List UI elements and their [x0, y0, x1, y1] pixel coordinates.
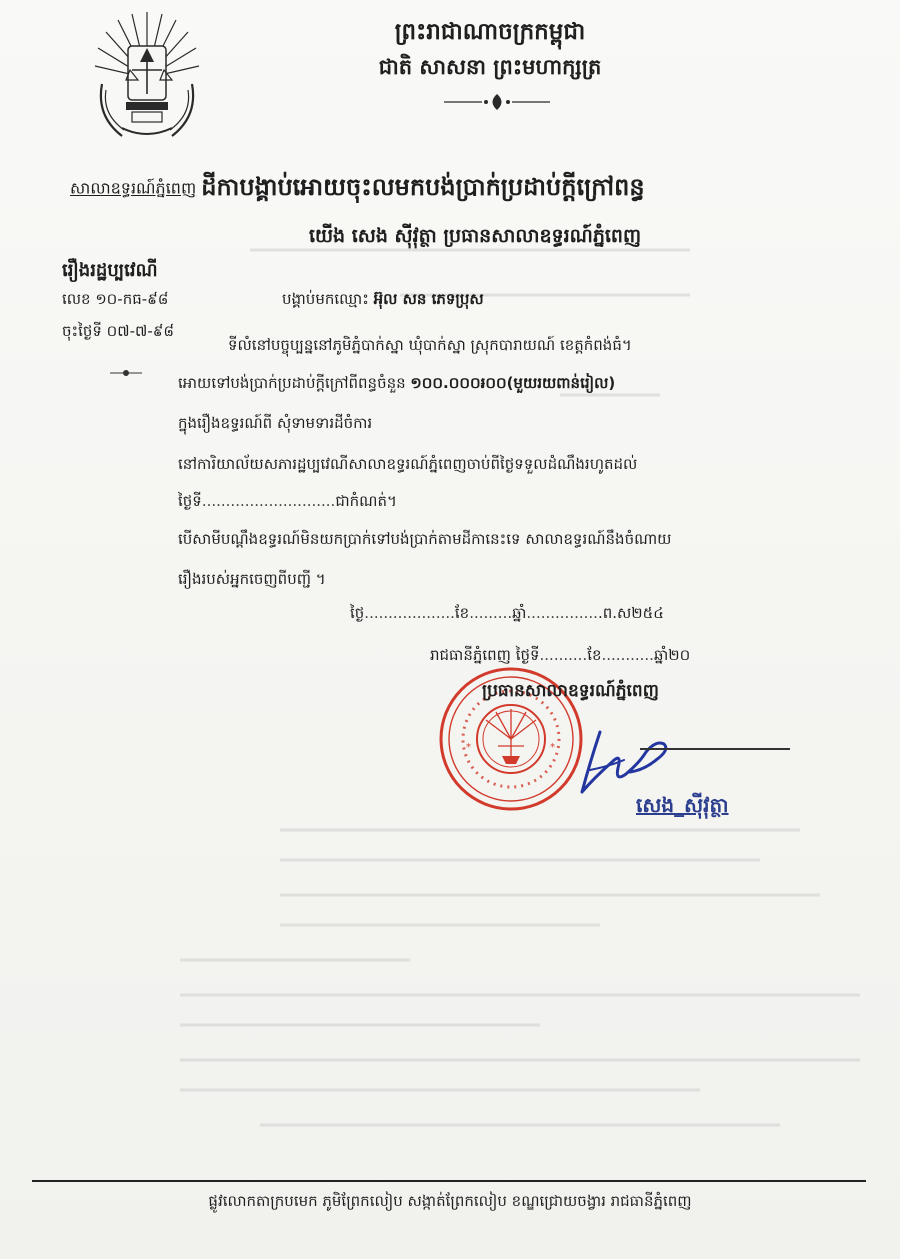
- signature-stroke-line: [640, 748, 790, 750]
- national-motto: ជាតិ សាសនា ព្រះមហាក្សត្រ: [378, 55, 602, 79]
- case-subject-line: ក្នុងរឿងឧទ្ធរណ៍ពី សុំទាមទារដីចំការ: [178, 414, 373, 432]
- deadline-suffix: ជាកំណត់។: [335, 492, 397, 510]
- warning-line-1: បើសាមីបណ្តឹងឧទ្ធរណ៍មិនយកប្រាក់ទៅបង់ប្រាក់តាមដីកានេះទេ សាលាឧទ្ធរណ៍នឹងចំណាយ: [178, 530, 672, 548]
- deadline-dots: ............................: [201, 492, 336, 510]
- ornament-divider-icon: [442, 92, 552, 112]
- month-label: ខែ: [587, 646, 602, 664]
- pp-dots-1: ..........: [539, 646, 588, 664]
- year-label: ឆ្នាំ២០: [653, 646, 691, 664]
- recipient-address: ទីលំនៅបច្ចុប្បន្ននៅភូមិភ្នំបាក់ស្នា ឃុំបាក់ស្នា ស្រុកបារាយណ៍ ខេត្តកំពង់ធំ។: [228, 336, 632, 354]
- svg-text:*: *: [550, 742, 555, 753]
- case-reference: លេខ ១០-កធ-៩៨: [62, 290, 169, 308]
- handwritten-signature-icon: [560, 722, 710, 802]
- lunar-dots-3: ...............: [526, 604, 598, 622]
- deadline-line: [178, 492, 397, 514]
- place-date-prefix: រាជធានីភ្នំពេញ ថ្ងៃទី: [430, 646, 540, 664]
- order-title: ដីកាបង្គាប់អោយចុះលមកបង់ប្រាក់ប្រដាប់ក្តីក្រៅពន្ធ: [201, 173, 645, 201]
- order-prefix: បង្គាប់មកឈ្មោះ: [282, 290, 369, 308]
- ornament-mark-icon: [110, 368, 142, 378]
- footer-divider: [32, 1180, 866, 1182]
- svg-text:*: *: [466, 742, 471, 753]
- kingdom-name: ព្រះរាជាណាចក្រកម្ពុជា: [394, 19, 586, 45]
- lunar-dots-2: .........: [469, 604, 513, 622]
- lunar-year-label: ឆ្នាំ: [512, 604, 527, 622]
- payment-line: [178, 374, 615, 396]
- lunar-dots-1: ...................: [364, 604, 455, 622]
- signatory-name: សេង_ស៊ីវុត្ថា: [636, 793, 729, 817]
- pp-dots-2: ...........: [601, 646, 654, 664]
- footer-address: ផ្លូវលោកតាក្របមេក ភូមិព្រែកលៀប សង្កាត់ព្រែកលៀប ខណ្ឌជ្រោយចង្វារ រាជធានីភ្នំពេញ: [208, 1192, 692, 1210]
- order-title-line: [70, 172, 645, 207]
- declarant-line: យើង សេង ស៊ីវុត្ថា ប្រធានសាលាឧទ្ធរណ៍ភ្នំពេញ: [308, 225, 642, 247]
- buddhist-era: .ព.ស២៥៤: [597, 604, 664, 622]
- lunar-date-line: [350, 604, 664, 626]
- case-date: ចុះថ្ងៃទី ០៧-៧-៩៨: [62, 322, 174, 340]
- lunar-prefix: ថ្ងៃ: [350, 604, 365, 622]
- case-type-heading: រឿងរដ្ឋប្បវេណី: [62, 260, 158, 281]
- warning-line-2: រឿងរបស់អ្នកចេញពីបញ្ជី ។: [178, 570, 326, 588]
- court-name: សាលាឧទ្ធរណ៍ភ្នំពេញ: [70, 178, 197, 198]
- payment-prefix: អោយទៅបង់ប្រាក់ប្រដាប់ក្តីក្រៅពីពន្ធចំនួន: [178, 374, 406, 392]
- kingdom-heading: [0, 14, 900, 84]
- payment-amount: ១០០.០០០៛០០(មួយរយពាន់រៀល): [410, 374, 616, 392]
- lunar-month-label: ខែ: [454, 604, 470, 622]
- office-line: នៅការិយាល័យសភារដ្ឋប្បវេណីសាលាឧទ្ធរណ៍ភ្នំពេញចាប់ពីថ្ងៃទទួលដំណឹងរហូតដល់: [178, 455, 638, 473]
- order-recipient-line: [282, 290, 484, 312]
- signatory-title: ប្រធានសាលាឧទ្ធរណ៍ភ្នំពេញ: [482, 681, 659, 701]
- recipient-name: អ៊ុល សន ភេទប្រុស: [373, 290, 484, 308]
- deadline-prefix: ថ្ងៃទី: [178, 492, 202, 510]
